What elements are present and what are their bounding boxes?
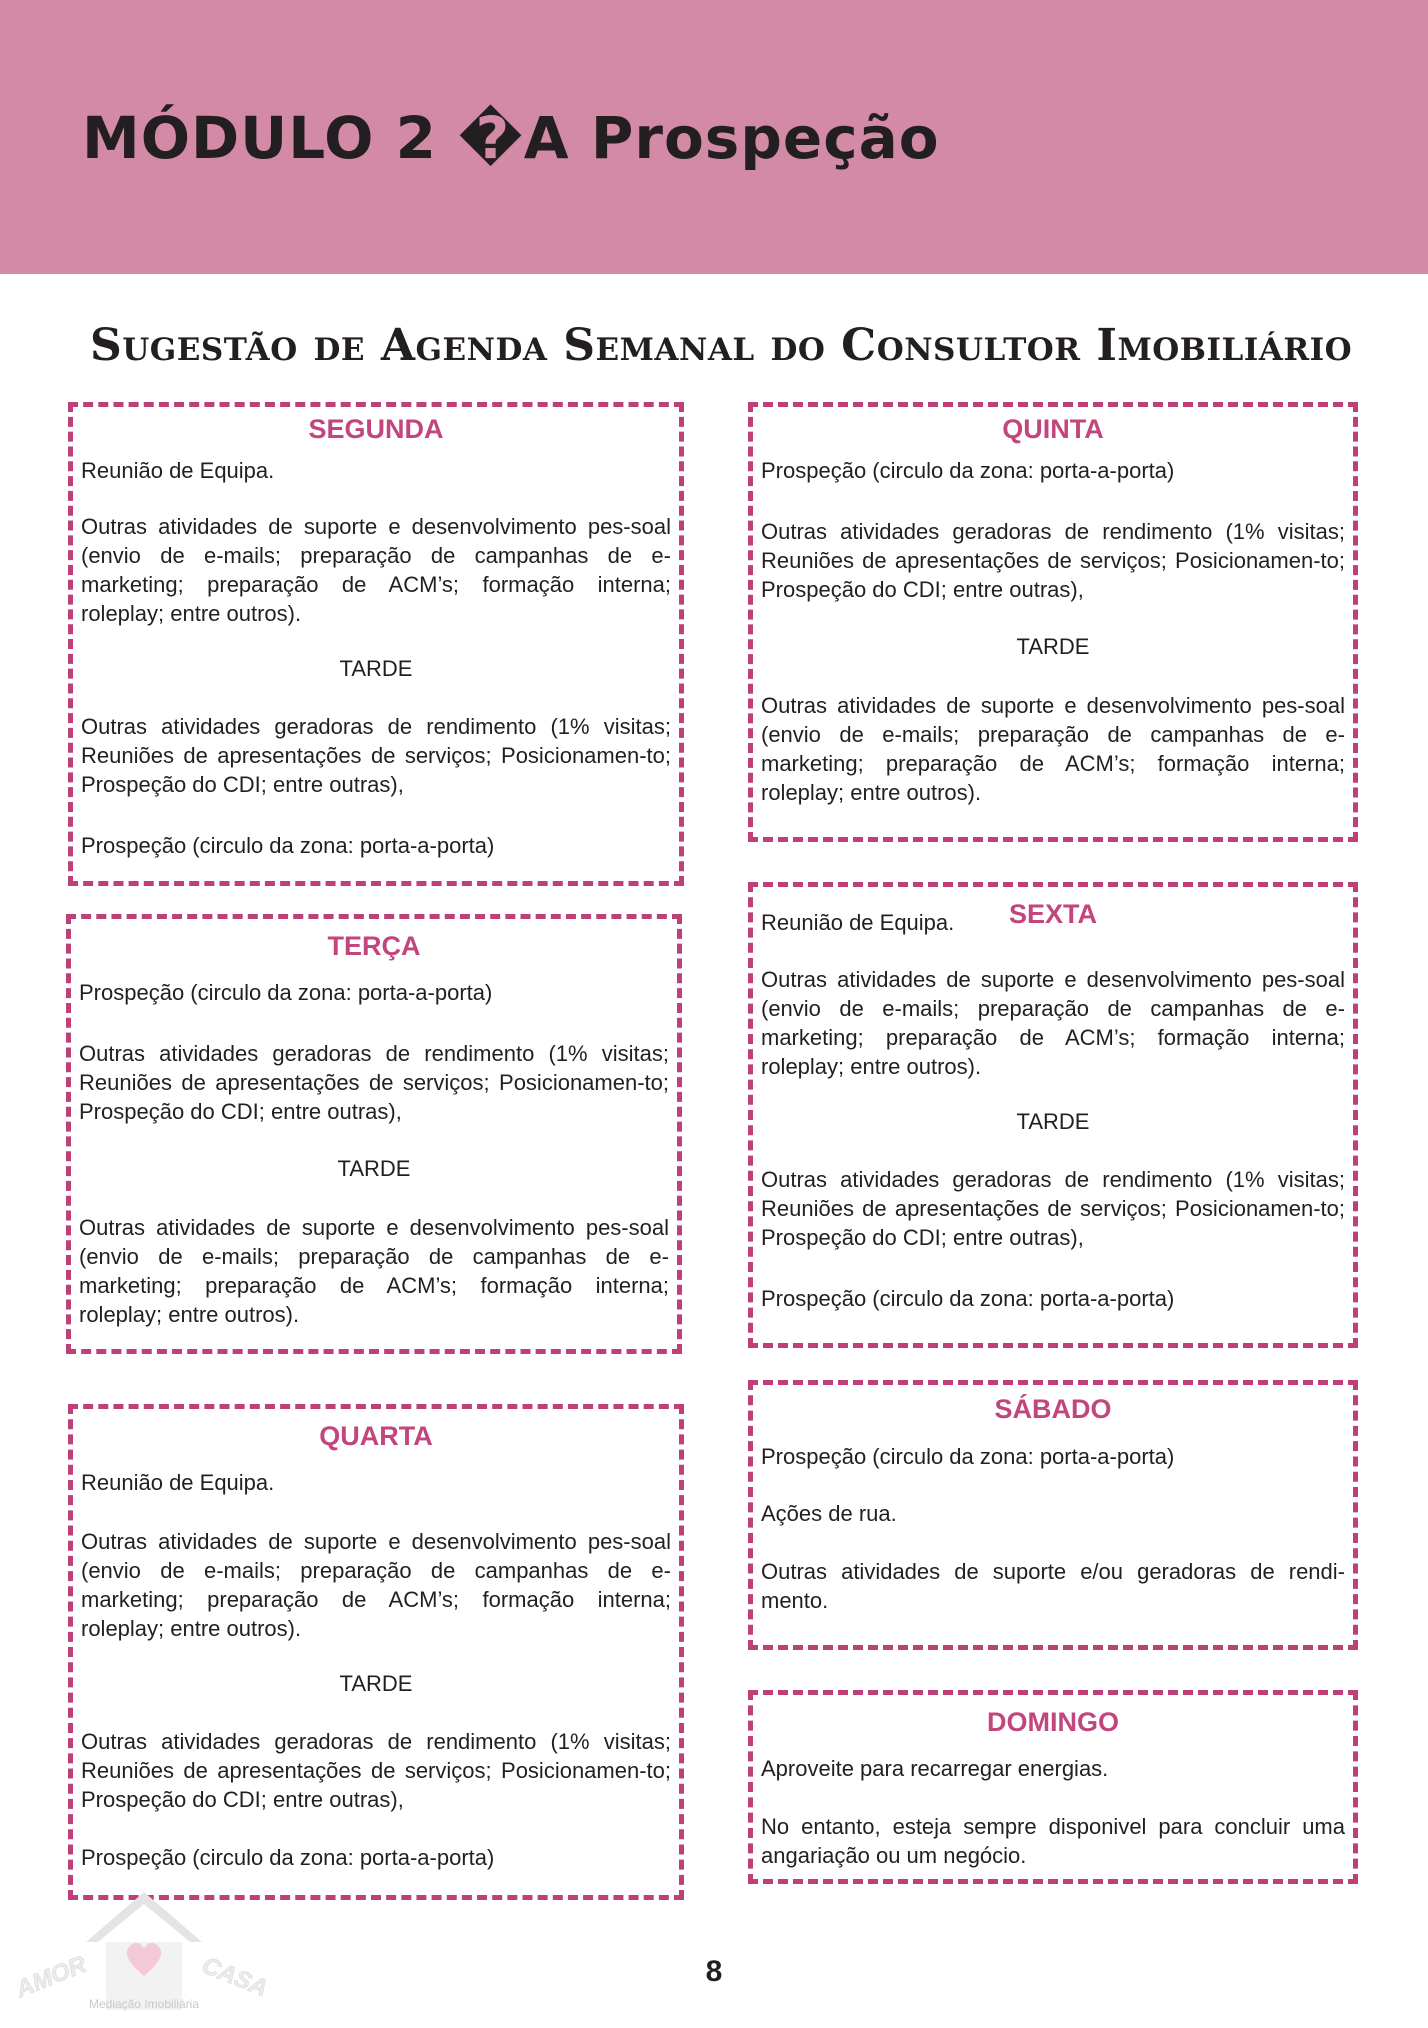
sexta-item-1: Reunião de Equipa.: [761, 910, 955, 935]
segunda-item-4: Prospeção (circulo da zona: porta-a-porta): [81, 833, 495, 858]
house-heart-icon: [14, 1872, 274, 2022]
day-title-quinta: QUINTA: [1002, 414, 1104, 444]
segunda-item-1: Reunião de Equipa.: [81, 458, 275, 483]
section-title: Sugestão de Agenda Semanal do Consultor Imobiliário: [90, 320, 1353, 371]
quinta-tarde-label: TARDE: [1016, 634, 1090, 659]
segunda-item-2: Outras atividades de suporte e desenvolvimento pes-soal (envio de e-mails; preparação de campanhas de e-marketing; preparação de ACM’s; formação interna; roleplay; entre outros).: [81, 514, 671, 626]
logo-text-left: AMOR: [14, 1950, 91, 2004]
sexta-item-4: Prospeção (circulo da zona: porta-a-porta): [761, 1286, 1175, 1311]
quarta-item-4: Prospeção (circulo da zona: porta-a-porta): [81, 1845, 495, 1870]
card-segunda: [68, 402, 684, 886]
day-title-sexta: SEXTA: [1008, 899, 1097, 929]
quinta-item-3: Outras atividades de suporte e desenvolvimento pes-soal (envio de e-mails; preparação de campanhas de e-marketing; preparação de ACM’s; formação interna; roleplay; entre outros).: [761, 693, 1345, 805]
terca-item-3: Outras atividades de suporte e desenvolvimento pes-soal (envio de e-mails; preparação de campanhas de e-marketing; preparação de ACM’s; formação interna; roleplay; entre outros).: [79, 1215, 669, 1327]
page-header: [0, 0, 1428, 274]
sexta-tarde-label: TARDE: [1016, 1109, 1090, 1134]
quarta-item-2: Outras atividades de suporte e desenvolvimento pes-soal (envio de e-mails; preparação de campanhas de e-marketing; preparação de ACM’s; formação interna; roleplay; entre outros).: [81, 1529, 671, 1641]
sabado-item-2: Ações de rua.: [761, 1501, 897, 1526]
day-title-quarta: QUARTA: [319, 1421, 433, 1451]
card-sabado: [748, 1380, 1358, 1650]
day-title-sabado: SÁBADO: [994, 1394, 1112, 1424]
terca-item-2: Outras atividades geradoras de rendimento (1% visitas; Reuniões de apresentações de serviços; Posicionamen-to; Prospeção do CDI; entre outras),: [79, 1041, 669, 1124]
card-quinta: [748, 402, 1358, 842]
domingo-item-2: No entanto, esteja sempre disponivel para concluir uma angariação ou um negócio.: [761, 1814, 1345, 1868]
quarta-item-3: Outras atividades geradoras de rendimento (1% visitas; Reuniões de apresentações de serviços; Posicionamen-to; Prospeção do CDI; entre outras),: [81, 1729, 671, 1812]
day-title-terca: TERÇA: [327, 931, 421, 961]
terca-item-1: Prospeção (circulo da zona: porta-a-porta): [79, 980, 493, 1005]
logo-text-center: A: [137, 1926, 151, 1946]
day-title-segunda: SEGUNDA: [308, 414, 444, 444]
card-quarta: [68, 1404, 684, 1900]
logo-text-right: CASA: [198, 1951, 272, 2003]
quarta-item-1: Reunião de Equipa.: [81, 1470, 275, 1495]
sabado-item-3: Outras atividades de suporte e/ou geradoras de rendi-mento.: [761, 1559, 1345, 1613]
segunda-tarde-label: TARDE: [339, 656, 413, 681]
quinta-item-1: Prospeção (circulo da zona: porta-a-porta): [761, 458, 1175, 483]
quinta-item-2: Outras atividades geradoras de rendimento (1% visitas; Reuniões de apresentações de serviços; Posicionamen-to; Prospeção do CDI; entre outras),: [761, 519, 1345, 602]
module-title: MÓDULO 2 �A Prospeção: [82, 104, 940, 172]
sexta-item-3: Outras atividades geradoras de rendimento (1% visitas; Reuniões de apresentações de serviços; Posicionamen-to; Prospeção do CDI; entre outras),: [761, 1167, 1345, 1250]
quarta-tarde-label: TARDE: [339, 1671, 413, 1696]
card-terca: [66, 914, 682, 1354]
terca-tarde-label: TARDE: [337, 1156, 411, 1181]
card-domingo: [748, 1690, 1358, 1884]
sexta-item-2: Outras atividades de suporte e desenvolvimento pes-soal (envio de e-mails; preparação de campanhas de e-marketing; preparação de ACM’s; formação interna; roleplay; entre outros).: [761, 967, 1345, 1079]
logo-subtitle: Mediação Imobiliária: [88, 1997, 200, 2011]
page-number: 8: [705, 1955, 723, 1988]
domingo-item-1: Aproveite para recarregar energias.: [761, 1756, 1109, 1781]
sabado-item-1: Prospeção (circulo da zona: porta-a-porta): [761, 1444, 1175, 1469]
card-sexta: [748, 882, 1358, 1348]
day-title-domingo: DOMINGO: [987, 1707, 1119, 1737]
segunda-item-3: Outras atividades geradoras de rendimento (1% visitas; Reuniões de apresentações de serviços; Posicionamen-to; Prospeção do CDI; entre outras),: [81, 714, 671, 797]
company-logo: [14, 1872, 274, 2022]
